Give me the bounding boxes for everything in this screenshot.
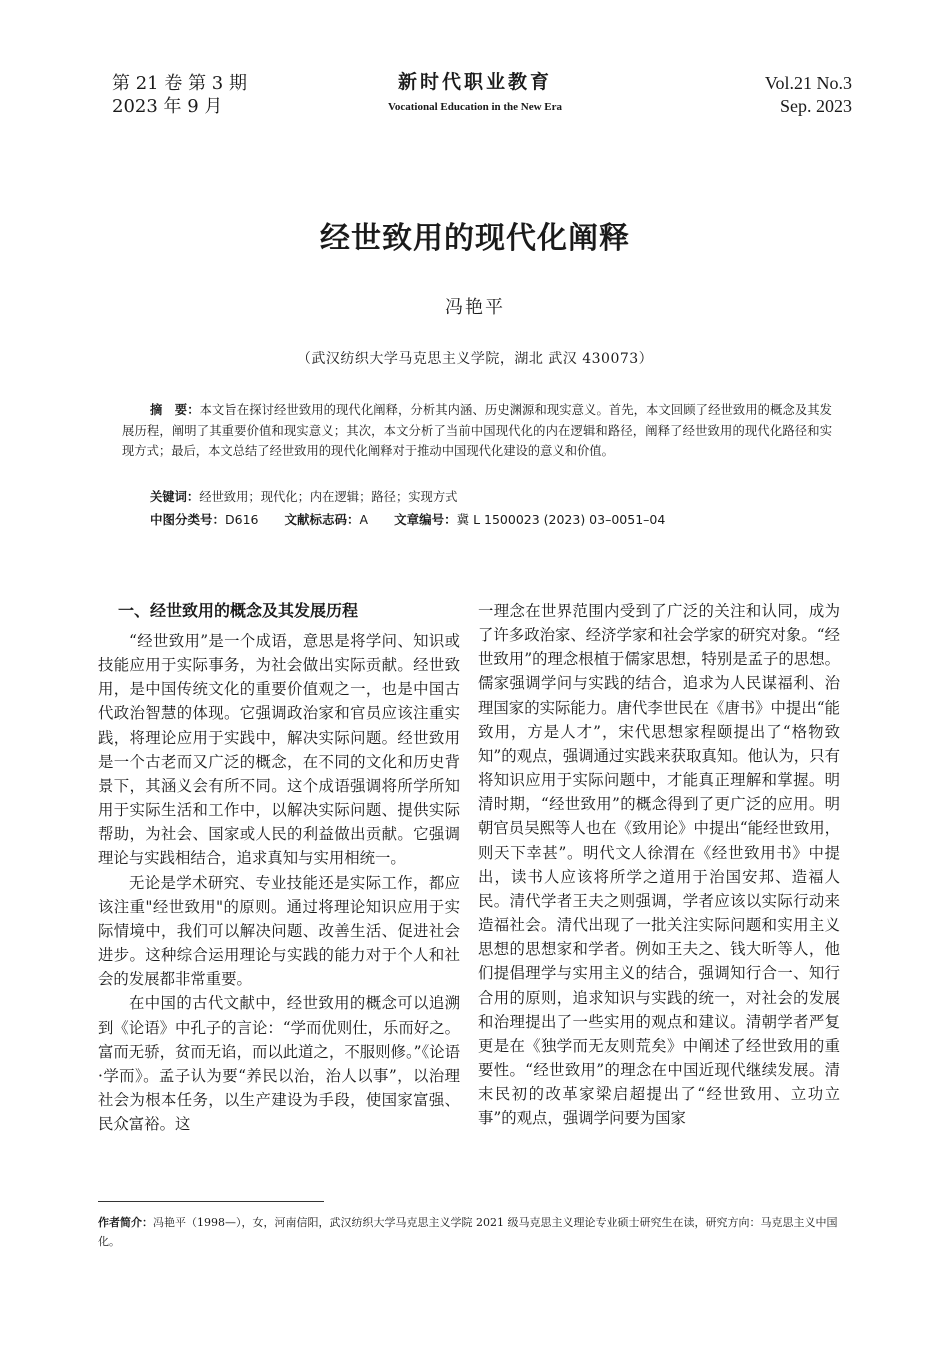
classification-line [150,510,665,530]
date-en: Sep. 2023 [780,96,852,116]
volume-cn: 第 21 卷 第 3 期 [112,73,247,94]
footnote-label: 作者简介： [98,1216,153,1229]
article-number-value: 冀 L 1500023 (2023) 03–0051–04 [456,512,666,527]
footnote-text: 冯艳平（1998—），女，河南信阳，武汉纺织大学马克思主义学院 2021 级马克思主义理论专业硕士研究生在读，研究方向：马克思主义中国化。 [98,1216,838,1248]
keywords-text: 经世致用；现代化；内在逻辑；路径；实现方式 [199,490,458,504]
footnote-divider [98,1201,324,1202]
left-column [98,599,460,1136]
journal-name-cn: 新时代职业教育 [397,71,552,93]
doc-code-label: 文献标志码： [284,512,360,527]
abstract-label: 摘 要： [150,403,200,417]
journal-name-en: Vocational Education in the New Era [387,101,563,113]
abstract-text: 本文旨在探讨经世致用的现代化阐释，分析其内涵、历史渊源和现实意义。首先，本文回顾了经世致用的概念及其发展历程，阐明了其重要价值和现实意义；其次，本文分析了当前中国现代化的内在逻辑和路径，阐释了经世致用的现代化路径和实现方式；最后，本文总结了经世致用的现代化阐释对于推动中国现代化建设的意义和价值。 [122,403,832,459]
article-number-label: 文章编号： [394,512,457,527]
author-footnote [98,1213,850,1251]
right-column [478,599,840,1130]
keywords [150,487,457,507]
clc-value: D616 [225,512,259,527]
clc-label: 中图分类号： [150,512,226,527]
body-paragraph: 在中国的古代文献中，经世致用的概念可以追溯到《论语》中孔子的言论：“学而优则仕，乐而好之。富而无骄，贫而无谄，而以此道之，不服则修。”《论语·学而》。孟子认为要“养民以治，治人以事”，以治理社会为根本任务，以生产建设为手段，使国家富强、民众富裕。这 [98,994,460,1134]
body-paragraph: 无论是学术研究、专业技能还是实际工作，都应该注重"经世致用"的原则。通过将理论知识应用于实际情境中，我们可以解决问题、改善生活、促进社会进步。这种综合运用理论与实践的能力对于个人和社会的发展都非常重要。 [98,873,460,989]
author-name: 冯艳平 [445,297,505,318]
issue-info-en [765,72,852,118]
section-heading: 一、经世致用的概念及其发展历程 [118,601,359,620]
body-paragraph: 一理念在世界范围内受到了广泛的关注和认同，成为了许多政治家、经济学家和社会学家的研究对象。“经世致用”的理念根植于儒家思想，特别是孟子的思想。儒家强调学问与实践的结合，追求为人民谋福利、治理国家的实际能力。唐代李世民在《唐书》中提出“能致用，方是人才”，宋代思想家程颐提出了“格物致知”的观点，强调通过实践来获取真知。他认为，只有将知识应用于实际问题中，才能真正理解和掌握。明清时期，“经世致用”的概念得到了更广泛的应用。明朝官员吴熙等人也在《致用论》中提出“能经世致用，则天下幸甚”。明代文人徐渭在《经世致用书》中提出，读书人应该将所学之道用于治国安邦、造福人民。清代学者王夫之则强调，学者应该以实际行动来造福社会。清代出现了一批关注实际问题和实用主义思想的思想家和学者。例如王夫之、钱大昕等人，他们提倡理学与实用主义的结合，强调知行合一、知行合用的原则，追求知识与实践的统一，对社会的发展和治理提出了一些实用的观点和建议。清朝学者严复更是在《独学而无友则荒矣》中阐述了经世致用的重要性。“经世致用”的理念在中国近现代继续发展。清末民初的改革家梁启超提出了“经世致用、立功立事”的观点，强调学问要为国家 [478,602,840,1128]
date-cn: 2023 年 9 月 [112,96,223,117]
author-affiliation: （武汉纺织大学马克思主义学院，湖北 武汉 430073） [296,351,654,367]
article-title: 经世致用的现代化阐释 [320,221,630,256]
volume-en: Vol.21 No.3 [764,73,852,93]
doc-code-value: A [359,512,369,527]
keywords-label: 关键词： [150,490,200,504]
body-paragraph: “经世致用”是一个成语，意思是将学问、知识或技能应用于实际事务，为社会做出实际贡献。经世致用，是中国传统文化的重要价值观之一，也是中国古代政治智慧的体现。它强调政治家和官员应该注重实践，将理论应用于实践中，解决实际问题。经世致用是一个古老而又广泛的概念，在不同的文化和历史背景下，其涵义会有所不同。这个成语强调将所学所知用于实际生活和工作中，以解决实际问题、提供实际帮助，为社会、国家或人民的利益做出贡献。它强调理论与实践相结合，追求真知与实用相统一。 [98,632,460,868]
abstract [122,400,832,462]
